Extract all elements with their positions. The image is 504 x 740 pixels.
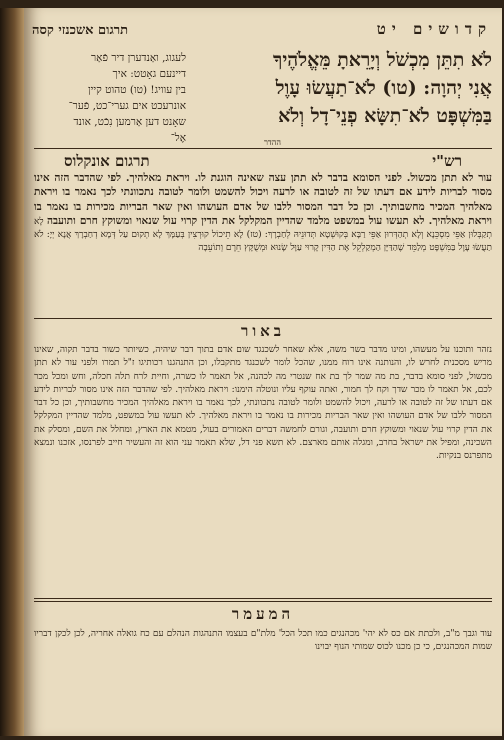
translation-line: אֶל־ bbox=[170, 132, 186, 144]
translation-line: בין עוויג! (טו) טהוט קיין bbox=[87, 84, 186, 96]
section-divider bbox=[34, 148, 492, 149]
translation-line: אונרעכט אים גערי־כט, פֿער־ bbox=[68, 100, 186, 112]
targum-title: תרגום אשכנזי קסה bbox=[32, 23, 129, 38]
hamaamar-title: המעמר bbox=[231, 605, 295, 623]
rashi-title: רש"י bbox=[432, 152, 462, 170]
biur-title: באור bbox=[240, 322, 286, 340]
page-header bbox=[32, 20, 492, 44]
biur-text: נזהר ותוכנו על מעשהו, ומינו מדבר בשר משה, אלא שאחר לשכנגד שום אדם בתוך דבר שיהיה, כשיותר כשור בדבר תקוה, שאינו מריש מסכנית לחרש לו, והנותנה אינו רוח ממנו, שהכל לומר לשכנגד מתקבלו, וכן התנהגנו רכותיגו ז"ל תמרו ולפני עור לא תתן מכשול, לפני סומא בדבר, בת מה שמר לך בת אח שנטרי מה לכהנה, אל תאמר לו כשרה, וחיית לרח תלה חכלה, וחש ומכל מכר לכם, אל תאמר לו מכר שדך וקח לך חמור, ואתה עוקף עליו ונוטלה הימנו: ויראת מאלהיך. לפי שהדבר הזה אינו מסור לבריות לידע אם דעתו של זה לטובה או לרעה, ויכול להשמט ולומר לטובה נתכוונתי, לכך נאמר בו ויראת מאלהיך המכיר מחשבותיך, וכן כל דבר המסור ללבו של אדם העושהו ואין שאר הבריות מכירות בו נאמר בו ויראת מאלהיך. לא תעשו עול במשפט, מלמד שהדיין המקלקל את הדין קרוי עול שנאוי ומשוקץ חרם ותועבה, וגורם לחמשה דברים האמורים בעול, מטמא את הארץ, ומחלל את השם, ומסלק את השכינה, ומפיל את ישראל בחרב, ומגלה אותם מארצם. לא תשא פני דל, שלא תאמר עני הוא זה והעשיר חייב לפרנסו, אזכנו ונמצא מתפרנס בנקיות. bbox=[34, 345, 492, 462]
translation-line: דיינעם גאָטט: איך bbox=[112, 68, 186, 80]
running-title: קדושים יט bbox=[376, 20, 492, 38]
section-divider bbox=[34, 601, 492, 602]
verse-block bbox=[192, 46, 492, 130]
onkelos-text: לָא תְקַבְּלוּן אַפֵּי מִסְכֵּנָא וְלָא תְהַדְּרוּן אַפֵּי רַבָּא בְּקוּשְׁטָא תְּדוּנֵיהּ לְחַבְרָךְ: (טז) לָא תֵיכוֹל קוּרְצִין בְּעַמָּךְ לָא תְקוּם עַל דְּמָא דְחַבְרָךְ אֲנָא יְיָ: לֹא תַעֲשׂוּ עָוֶל בַּמִּשְׁפָּט מְלַמֵּד שֶׁהַדַּיָּן הַמְקַלְקֵל אֶת הַדִּין קָרוּי עַוָּל שָׂנוּא וּמְשֻׁקָּץ חֵרֶם וְתוֹעֵבָה bbox=[34, 216, 492, 254]
verse-line: בַּמִּשְׁפָּט לֹא־תִשָּׂא פְנֵי־דָל וְלֹא bbox=[278, 105, 492, 127]
section-divider bbox=[34, 318, 492, 319]
commentary-block bbox=[34, 172, 492, 312]
translation-line: שאָנט דען אַרמען נִכֿט, אונד bbox=[73, 116, 186, 128]
verse-line: אֲנִי יְהוָה: (טו) לֹא־תַעֲשׂוּ עָוֶל bbox=[275, 77, 492, 99]
catchword: ההדר bbox=[264, 138, 281, 147]
book-page bbox=[24, 8, 502, 736]
section-divider bbox=[34, 598, 492, 599]
hamaamar-text: עוד וגבך מ"ב, ולכתת אם כס לא יהי' מכהנגים כמו תכל הכל' מלת"ם בעצמו התנהגות הנהלם עם כח גואלה אחריה, לכן לכקן דבריו שמות המכהנגים, כי כן מכנו לכוס שמותי הנוף יבוינו bbox=[34, 629, 492, 653]
verse-line: לֹא תִתֵּן מִכְשֹׁל וְיָרֵאתָ מֵּאֱלֹהֶיךָ bbox=[272, 49, 492, 71]
rashi-text: עור לא תתן מכשול. לפני הסומא בדבר לא תתן עצה שאינה הוגנת לו. ויראת מאלהיך. לפי שהדבר הזה אינו מסור לבריות לידע אם דעתו של זה לטובה או לרעה ויכול להשמט ולומר לטובה נתכוונתי לכך נאמר בו ויראת מאלהיך המכיר מחשבותיך. וכן כל דבר המסור ללבו של אדם העושהו ואין שאר הבריות מכירות בו נאמר בו ויראת מאלהיך. לא תעשו עול במשפט מלמד שהדיין המקלקל את הדין קרוי עול שנאוי ומשוקץ חרם ותועבה bbox=[34, 172, 492, 227]
onkelos-title: תרגום אונקלוס bbox=[64, 152, 150, 170]
translation-line: לעגוג, ואַנדערן דיר פֿאַר bbox=[91, 52, 186, 64]
book-gutter bbox=[0, 8, 24, 736]
translation-side-column bbox=[36, 50, 186, 146]
